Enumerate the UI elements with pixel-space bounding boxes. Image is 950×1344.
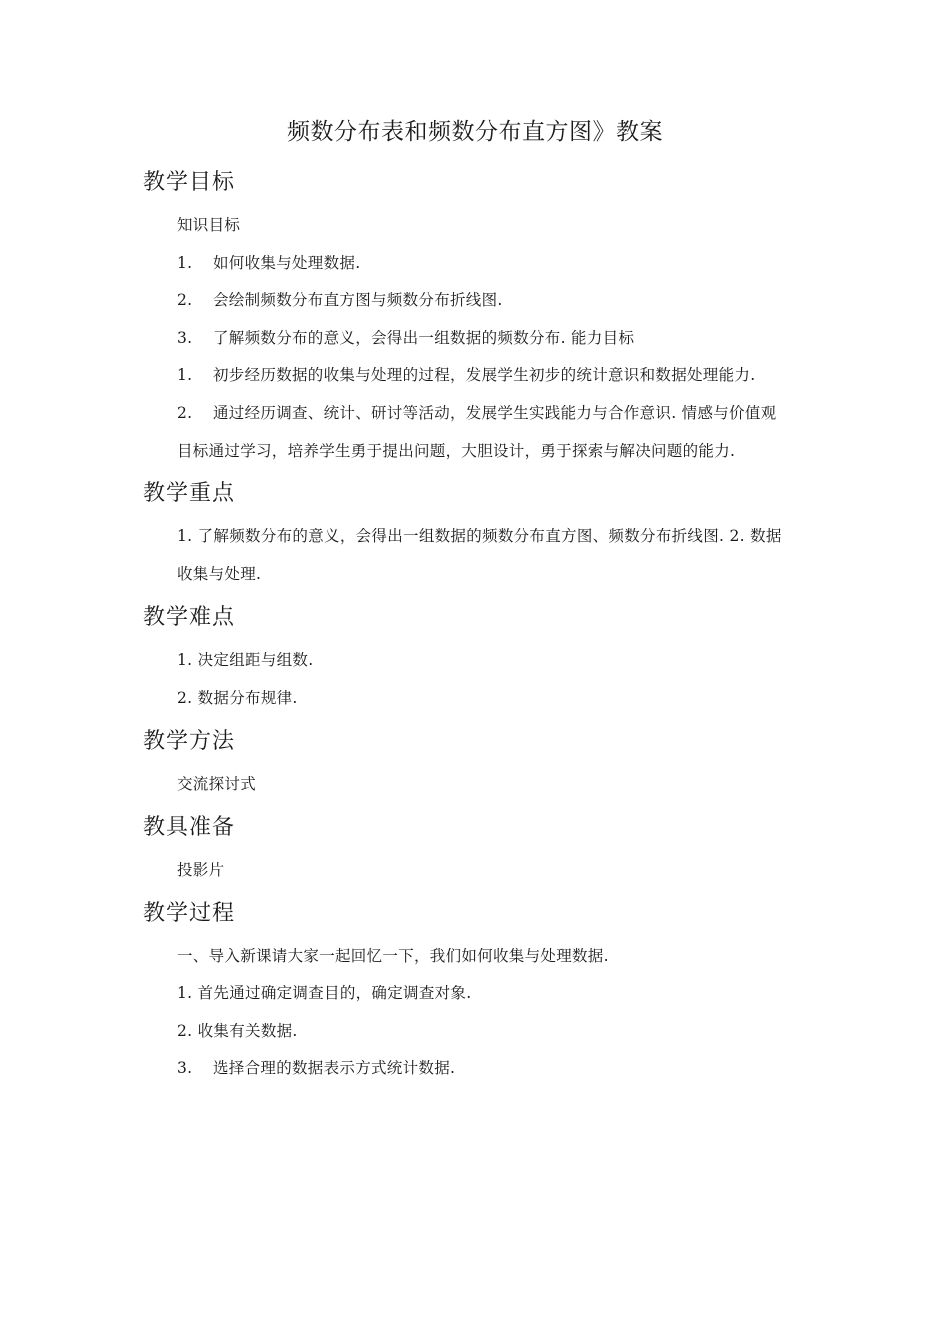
list-item-text: 会绘制频数分布直方图与频数分布折线图. [213,291,503,309]
heading-key-points: 教学重点 [143,481,236,506]
tools-text: 投影片 [177,861,225,879]
list-item-text: 如何收集与处理数据. [213,254,361,272]
list-item-text: 初步经历数据的收集与处理的过程，发展学生初步的统计意识和数据处理能力. [213,366,756,384]
objective-continuation: 目标通过学习，培养学生勇于提出问题，大胆设计，勇于探索与解决问题的能力. [177,442,736,460]
list-number: 2. [177,291,193,309]
objective-item [177,245,817,282]
list-item-text: 通过经历调查、统计、研讨等活动，发展学生实践能力与合作意识. 情感与价值观 [213,404,777,422]
list-number: 1. [177,254,193,272]
heading-tools: 教具准备 [143,815,236,840]
list-number: 3. [177,1059,193,1077]
objective-item [177,357,817,394]
heading-methods: 教学方法 [143,729,236,754]
objective-item [177,282,817,319]
document-title: 频数分布表和频数分布直方图》教案 [287,119,663,145]
heading-objectives: 教学目标 [143,170,236,195]
process-intro: 一、导入新课请大家一起回忆一下，我们如何收集与处理数据. [177,947,609,965]
process-item: 1. 首先通过确定调查目的，确定调查对象. [177,984,472,1002]
list-number: 1. [177,366,193,384]
list-item-text: 了解频数分布的意义，会得出一组数据的频数分布. 能力目标 [213,329,635,347]
objective-item [177,320,817,357]
list-item-text: 选择合理的数据表示方式统计数据. [213,1059,456,1077]
key-points-line: 1. 了解频数分布的意义，会得出一组数据的频数分布直方图、频数分布折线图. 2. 数据 [177,527,782,545]
process-item [177,1050,817,1087]
heading-process: 教学过程 [143,901,236,926]
difficulty-item: 1. 决定组距与组数. [177,651,314,669]
knowledge-objective-label: 知识目标 [177,216,241,234]
process-item: 2. 收集有关数据. [177,1022,298,1040]
heading-difficulties: 教学难点 [143,605,236,630]
objective-item [177,395,817,432]
methods-text: 交流探讨式 [177,775,257,793]
list-number: 2. [177,404,193,422]
list-number: 3. [177,329,193,347]
key-points-line: 收集与处理. [177,565,262,583]
difficulty-item: 2. 数据分布规律. [177,689,298,707]
